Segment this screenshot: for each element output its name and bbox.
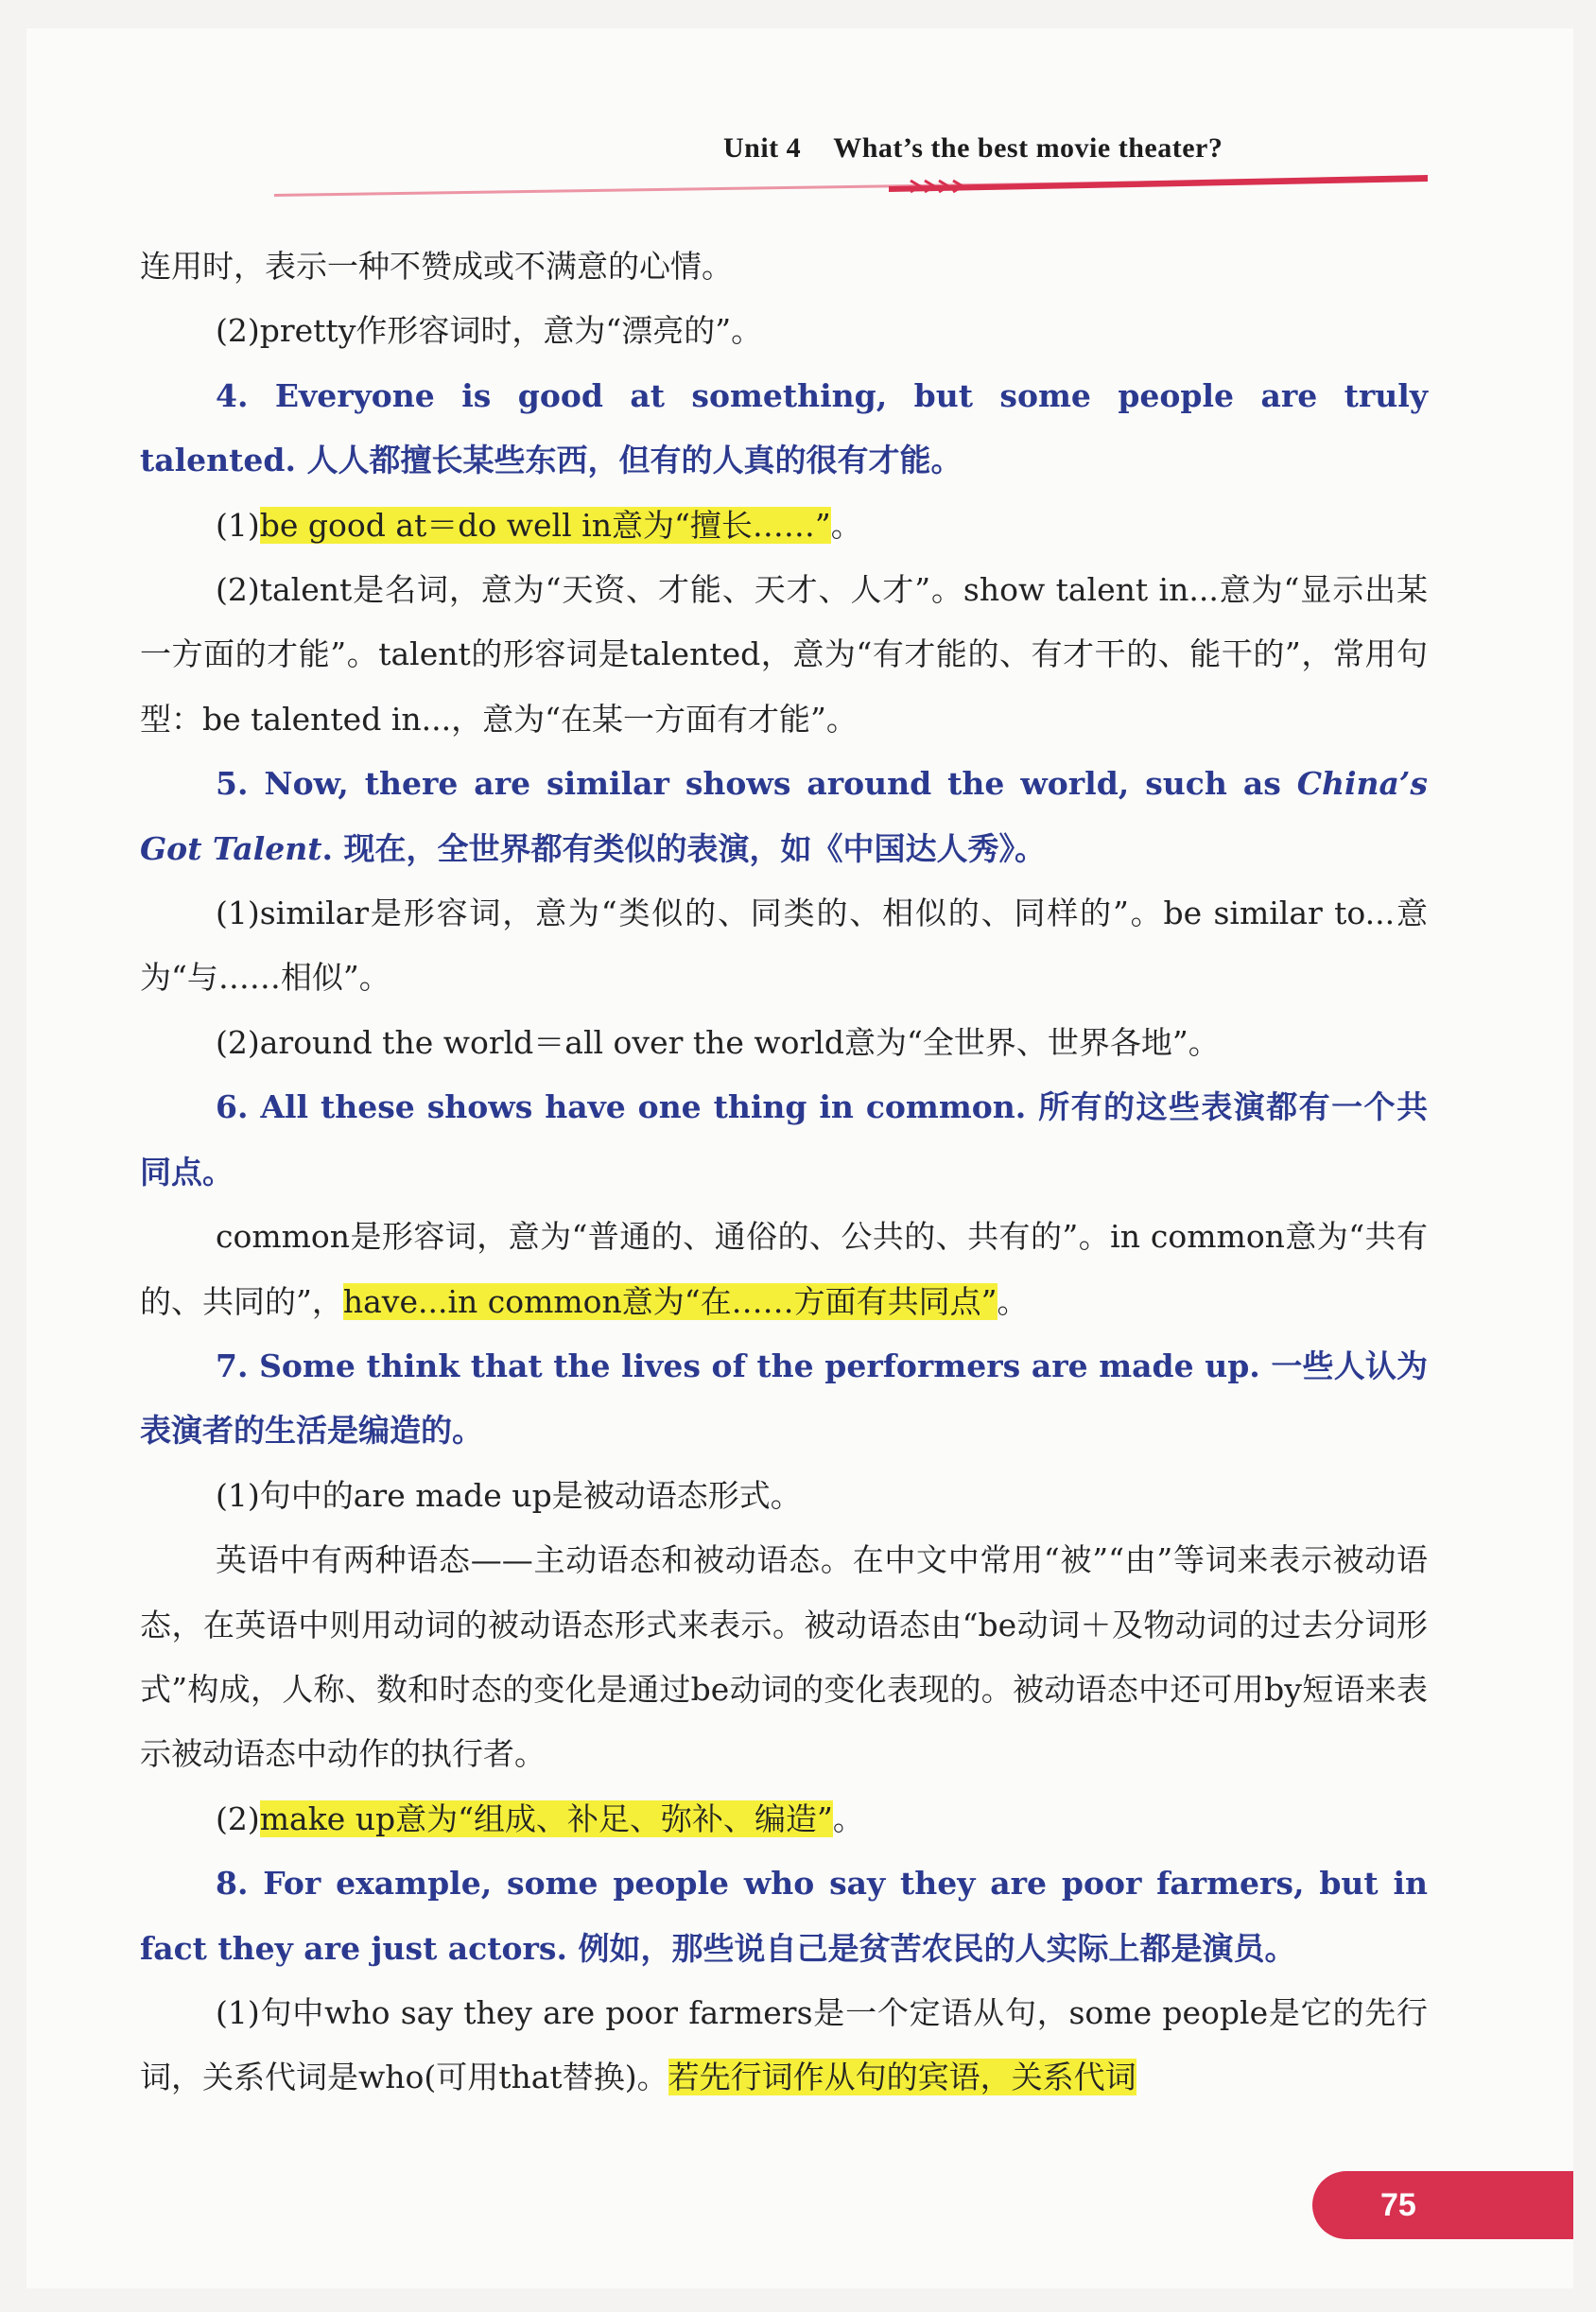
page-number-tab [1312, 2171, 1573, 2239]
page-content [140, 235, 1428, 2111]
highlighted-text: make up意为“组成、补足、弥补、编造” [259, 1799, 833, 1837]
sentence-heading: 7. Some think that the lives of the performers are made up. 一些人认为表演者的生活是编造的。 [140, 1347, 1428, 1450]
highlighted-text: be good at＝do well in意为“擅长……” [259, 506, 831, 544]
paragraph: (2)talent是名词，意为“天资、才能、天才、人才”。show talent in...意为“显示出某一方面的才能”。talent的形容词是talented，意为“有才能的、有才干的、能干的”，常用句型：be talented in...，意为“在某一方面有才能”。 [140, 571, 1428, 738]
sentence-heading: 5. Now, there are similar shows around the world, such as China’s Got Talent. 现在，全世界都有类似的表演，如《中国达人秀》。 [140, 765, 1428, 867]
highlighted-text: have...in common意为“在……方面有共同点” [342, 1282, 998, 1320]
paragraph: 英语中有两种语态——主动语态和被动语态。在中文中常用“被”“由”等词来表示被动语态，在英语中则用动词的被动语态形式来表示。被动语态由“be动词＋及物动词的过去分词形式”构成，人称、数和时态的变化是通过be动词的变化表现的。被动语态中还可用by短语来表示被动语态中动作的执行者。 [140, 1541, 1428, 1773]
paragraph: 连用时，表示一种不赞成或不满意的心情。 [140, 248, 733, 285]
sentence-heading: 8. For example, some people who say they are poor farmers, but in fact they are just actors. 例如，那些说自己是贫苦农民的人实际上都是演员。 [140, 1865, 1428, 1967]
paragraph: (1)句中的are made up是被动语态形式。 [216, 1476, 802, 1514]
highlighted-text: 若先行词作从句的宾语，关系代词 [668, 2059, 1136, 2096]
sentence-heading: 6. All these shows have one thing in common. 所有的这些表演都有一个共同点。 [140, 1088, 1428, 1191]
unit-title: What’s the best movie theater? [833, 132, 1223, 164]
paragraph: common是形容词，意为“普通的、通俗的、公共的、共有的”。in common意为“共有的、共同的”，have...in common意为“在……方面有共同点”。 [140, 1218, 1428, 1320]
paragraph: (1)句中who say they are poor farmers是一个定语从句，some people是它的先行词，关系代词是who(可用that替换)。若先行词作从句的宾语，关系代词 [140, 1993, 1428, 2096]
header-decorative-line [274, 165, 1428, 203]
paragraph: (2)pretty作形容词时，意为“漂亮的”。 [216, 312, 763, 350]
sentence-heading: 4. Everyone is good at something, but some people are truly talented. 人人都擅长某些东西，但有的人真的很有才能。 [140, 376, 1428, 479]
paragraph: (1)similar是形容词，意为“类似的、同类的、相似的、同样的”。be similar to...意为“与……相似”。 [140, 895, 1428, 997]
paragraph: (2)make up意为“组成、补足、弥补、编造”。 [216, 1799, 864, 1837]
unit-label: Unit 4 [723, 132, 802, 164]
running-header [723, 132, 1223, 165]
paragraph: (2)around the world＝all over the world意为“全世界、世界各地”。 [216, 1023, 1220, 1061]
paragraph: (1)be good at＝do well in意为“擅长……”。 [216, 506, 862, 544]
page-number: 75 [1380, 2187, 1416, 2223]
